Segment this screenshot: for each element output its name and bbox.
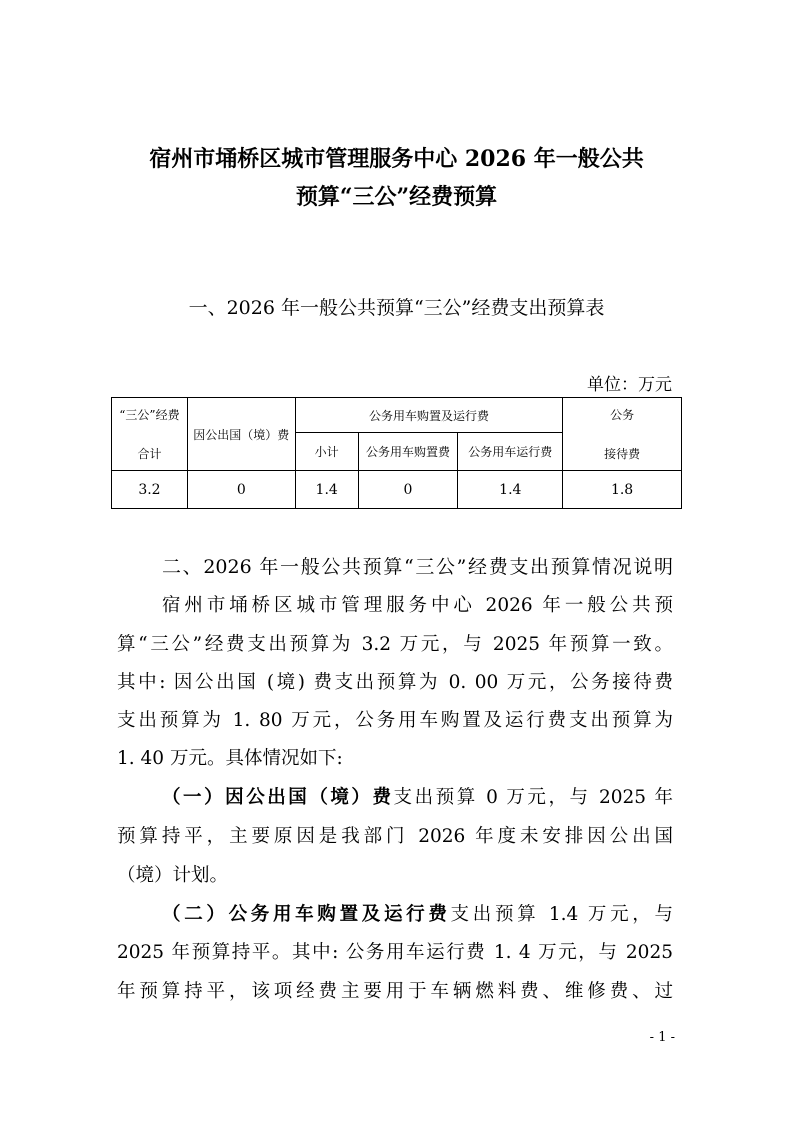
item-1-line <box>162 785 673 811</box>
paragraph-line: 其中: 因公出国 (境) 费支出预算为 0. 00 万元，公务接待费 <box>117 672 673 693</box>
cell-operation: 1.4 <box>458 471 563 509</box>
cell-reception: 1.8 <box>563 471 682 509</box>
header-car: 公务用车购置及运行费 <box>295 398 562 433</box>
paragraph-line: 1. 40 万元。具体情况如下: <box>117 748 343 769</box>
paragraph-line: 算“三公”经费支出预算为 3.2 万元，与 2025 年预算一致。 <box>117 634 673 655</box>
cell-abroad: 0 <box>187 471 295 509</box>
item-2-title: （二）公务用车购置及运行费 <box>162 904 451 925</box>
unit-label: 单位：万元 <box>587 375 672 395</box>
header-abroad: 因公出国（境）费 <box>187 398 295 471</box>
paragraph-line: （境）计划。 <box>117 865 229 886</box>
header-total-line1: “三公”经费 <box>119 408 180 422</box>
paragraph-line: 宿州市埇桥区城市管理服务中心 2026 年一般公共预 <box>162 595 673 616</box>
budget-table <box>111 397 682 509</box>
cell-subtotal: 1.4 <box>295 471 358 509</box>
header-total <box>112 398 188 471</box>
table-row <box>112 471 682 509</box>
header-operation: 公务用车运行费 <box>458 433 563 471</box>
paragraph-line: 预算持平，主要原因是我部门 2026 年度未安排因公出国 <box>117 826 673 847</box>
header-reception <box>563 398 682 471</box>
document-title-line-2: 预算“三公”经费预算 <box>295 184 498 210</box>
item-1-text: 支出预算 0 万元，与 2025 年 <box>393 787 674 808</box>
header-subtotal: 小计 <box>295 433 358 471</box>
section-2-heading: 二、2026 年一般公共预算“三公”经费支出预算情况说明 <box>162 556 673 578</box>
item-1-title: （一）因公出国（境）费 <box>162 787 394 808</box>
header-reception-line2: 接待费 <box>604 447 641 461</box>
item-2-line <box>162 902 673 928</box>
page-number: - 1 - <box>649 1030 675 1045</box>
document-title-line-1: 宿州市埇桥区城市管理服务中心 2026 年一般公共 <box>149 146 644 172</box>
paragraph-line: 2025 年预算持平。其中: 公务用车运行费 1. 4 万元，与 2025 <box>117 942 673 963</box>
paragraph-line: 支出预算为 1. 80 万元，公务用车购置及运行费支出预算为 <box>117 710 673 731</box>
cell-total: 3.2 <box>112 471 188 509</box>
paragraph-line: 年预算持平，该项经费主要用于车辆燃料费、维修费、过 <box>117 981 673 1002</box>
header-purchase: 公务用车购置费 <box>358 433 458 471</box>
header-total-line2: 合计 <box>137 447 162 461</box>
cell-purchase: 0 <box>358 471 458 509</box>
header-reception-line1: 公务 <box>610 408 635 422</box>
section-1-heading: 一、2026 年一般公共预算“三公”经费支出预算表 <box>188 297 605 319</box>
item-2-text: 支出预算 1.4 万元，与 <box>450 904 673 925</box>
